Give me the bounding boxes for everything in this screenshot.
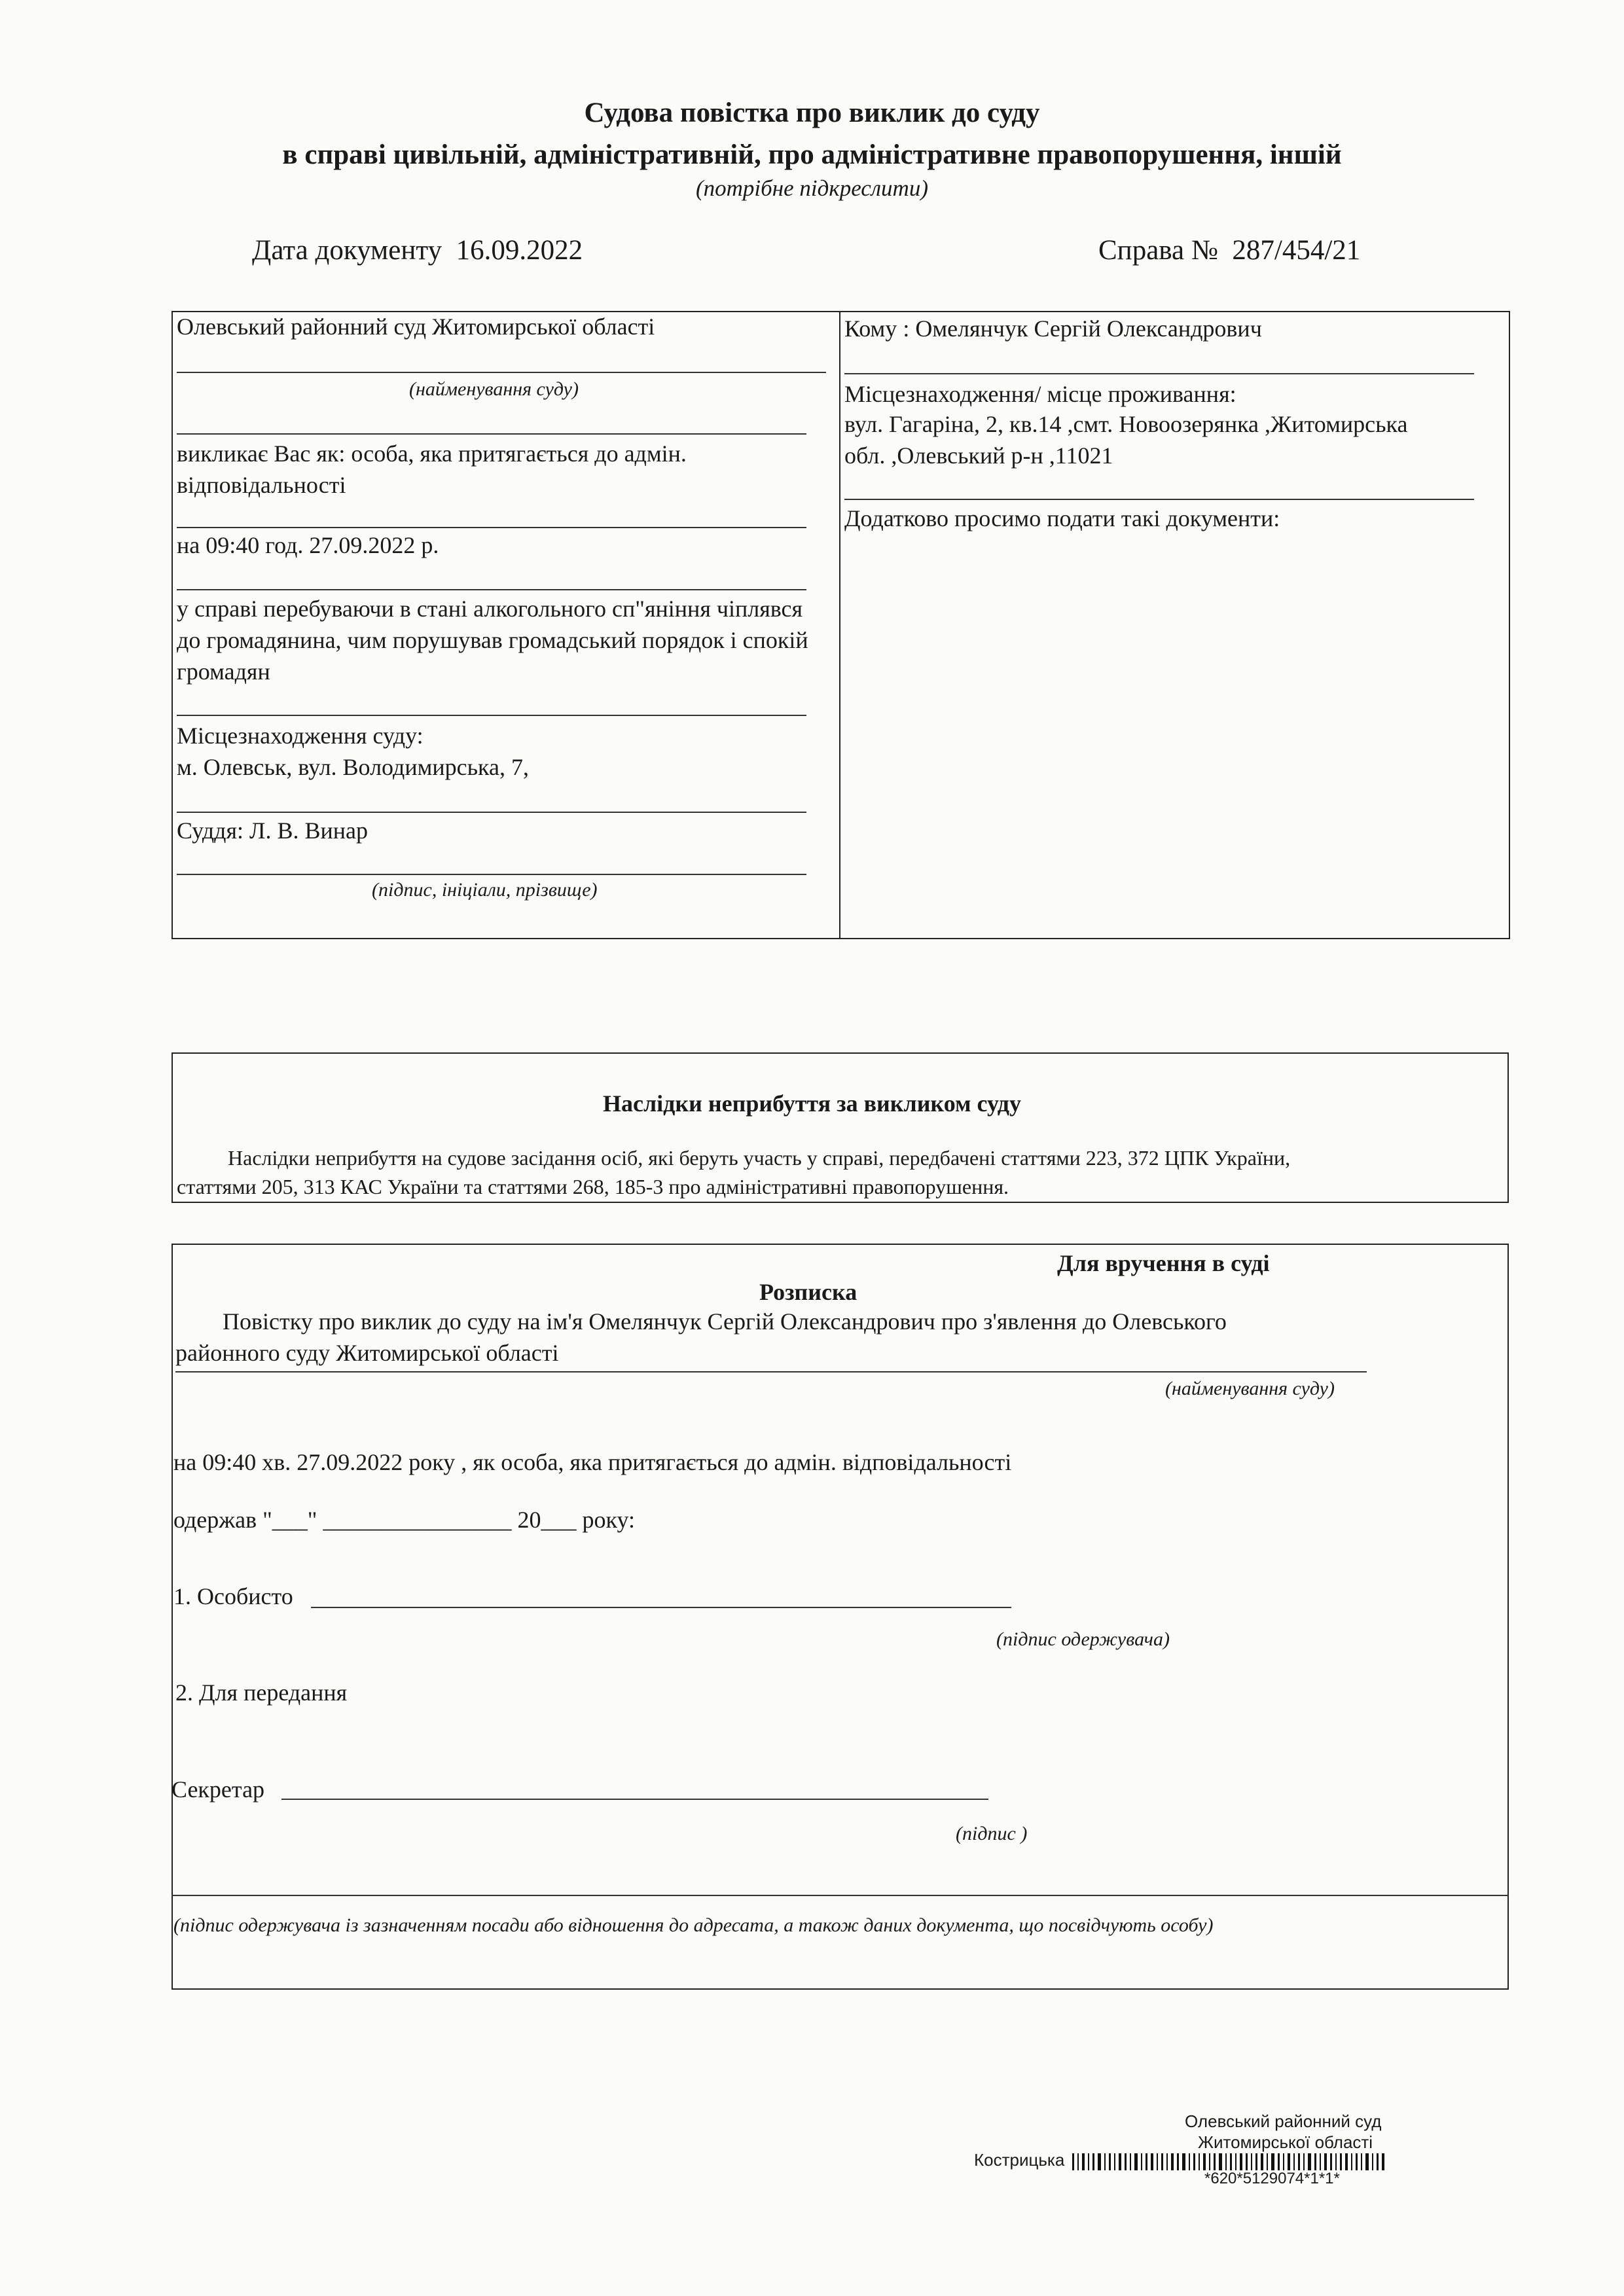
receipt-text-line-2: районного суду Житомирської області	[175, 1340, 559, 1366]
judge-name: Суддя: Л. В. Винар	[177, 817, 368, 844]
divider-line	[177, 589, 806, 590]
barcode-bar	[1151, 2153, 1153, 2170]
barcode-bar	[1283, 2153, 1284, 2170]
barcode-bar	[1230, 2153, 1232, 2170]
barcode-bar	[1157, 2153, 1158, 2170]
barcode-bar	[1146, 2153, 1147, 2170]
court-location-value: м. Олевськ, вул. Володимирська, 7,	[177, 754, 529, 780]
barcode-bar	[1293, 2153, 1295, 2170]
barcode-bar	[1246, 2153, 1248, 2170]
barcode-bar	[1335, 2153, 1337, 2170]
documents-request: Додатково просимо подати такі документи:	[844, 505, 1280, 531]
barcode-text: *620*5129074*1*1*	[1204, 2170, 1340, 2187]
barcode-bar	[1199, 2153, 1200, 2170]
barcode-bar	[1130, 2153, 1131, 2170]
court-name-caption: (найменування суду)	[1165, 1378, 1335, 1399]
barcode-bar	[1278, 2153, 1280, 2170]
barcode-bar	[1340, 2153, 1342, 2170]
barcode-bar	[1240, 2153, 1242, 2170]
barcode-bar	[1356, 2153, 1358, 2170]
barcode-bar	[1372, 2153, 1373, 2170]
barcode-bar	[1166, 2153, 1168, 2170]
barcode-bar	[1077, 2153, 1079, 2170]
footer-court-line-1: Олевський районний суд	[1185, 2111, 1382, 2131]
barcode-bar	[1125, 2153, 1127, 2170]
secretary-label: Секретар	[171, 1776, 265, 1803]
consequences-text-line-1: Наслідки неприбуття на судове засідання осіб, які беруть участь у справі, передбачені статтями 223, 372 ЦПК України,	[228, 1146, 1291, 1170]
recipient-underline	[844, 373, 1474, 374]
summons-role: викликає Вас як: особа, яка притягається до адмін. відповідальності	[177, 440, 687, 498]
barcode-bar	[1082, 2153, 1085, 2170]
document-subtitle: в справі цивільній, адміністративній, про адміністративне правопорушення, іншій	[282, 139, 1342, 170]
document-date	[252, 234, 583, 266]
barcode-bar	[1209, 2153, 1210, 2170]
recipient-name: Кому : Омелянчук Сергій Олександрович	[844, 315, 1262, 342]
barcode-bar	[1141, 2153, 1142, 2170]
received-date-line: одержав "___" ________________ 20___ року:	[173, 1507, 636, 1533]
case-value: 287/454/21	[1232, 235, 1361, 266]
barcode-bar	[1119, 2153, 1121, 2170]
divider-line	[177, 527, 806, 528]
recipient-signature-caption: (підпис одержувача)	[996, 1628, 1170, 1650]
secretary-signature-caption: (підпис )	[956, 1823, 1028, 1844]
barcode-bar	[1324, 2153, 1327, 2170]
address-line-1: вул. Гагаріна, 2, кв.14 ,смт. Новоозерянка ,Житомирська	[844, 411, 1408, 437]
receipt-bottom-caption: (підпис одержувача із зазначенням посади або відношення до адресата, а також даних документа, що посвідчують особу)	[173, 1914, 1214, 1936]
barcode-bar	[1193, 2153, 1195, 2170]
barcode	[1072, 2153, 1393, 2170]
barcode-bar	[1361, 2153, 1362, 2170]
barcode-bar	[1382, 2153, 1384, 2170]
underline-note: (потрібне підкреслити)	[695, 175, 928, 201]
barcode-bar	[1330, 2153, 1332, 2170]
barcode-bar	[1214, 2153, 1216, 2170]
receipt-appearance: на 09:40 хв. 27.09.2022 року , як особа, яка притягається до адмін. відповідальності	[173, 1449, 1012, 1475]
barcode-bar	[1177, 2153, 1179, 2170]
address-underline	[844, 499, 1474, 500]
barcode-bar	[1261, 2153, 1263, 2170]
barcode-bar	[1072, 2153, 1074, 2170]
address-label: Місцезнаходження/ місце проживання:	[844, 381, 1236, 407]
barcode-bar	[1092, 2153, 1094, 2170]
barcode-bar	[1298, 2153, 1300, 2170]
receipt-bottom-line	[171, 1895, 1509, 1896]
court-name: Олевський районний суд Житомирської області	[177, 314, 655, 340]
date-label: Дата документу	[252, 235, 442, 266]
address-line-2: обл. ,Олевський р-н ,11021	[844, 442, 1113, 469]
barcode-bar	[1225, 2153, 1227, 2170]
barcode-bar	[1189, 2153, 1190, 2170]
receipt-title: Розписка	[759, 1279, 857, 1305]
barcode-bar	[1271, 2153, 1274, 2170]
barcode-bar	[1251, 2153, 1252, 2170]
date-value: 16.09.2022	[456, 235, 583, 266]
signature-line	[177, 874, 806, 875]
barcode-bar	[1314, 2153, 1316, 2170]
personally-label: 1. Особисто	[173, 1583, 293, 1609]
divider-line	[177, 715, 806, 716]
recipient-signature-line	[311, 1607, 1011, 1608]
barcode-bar	[1182, 2153, 1185, 2170]
barcode-bar	[1088, 2153, 1089, 2170]
document-title: Судова повістка про виклик до суду	[584, 98, 1040, 128]
barcode-bar	[1109, 2153, 1111, 2170]
barcode-bar	[1303, 2153, 1305, 2170]
appearance-time: на 09:40 год. 27.09.2022 р.	[177, 532, 439, 558]
barcode-bar	[1104, 2153, 1106, 2170]
column-divider	[839, 311, 840, 939]
barcode-bar	[1134, 2153, 1138, 2170]
court-location-label: Місцезнаходження суду:	[177, 723, 424, 749]
court-name-caption: (найменування суду)	[409, 378, 579, 400]
clerk-name: Кострицька	[974, 2150, 1065, 2170]
for-transfer-label: 2. Для передання	[175, 1679, 348, 1706]
barcode-bar	[1377, 2153, 1379, 2170]
footer-court-line-2: Житомирської області	[1198, 2132, 1373, 2152]
barcode-bar	[1320, 2153, 1321, 2170]
barcode-bar	[1098, 2153, 1101, 2170]
divider-line	[177, 812, 806, 813]
case-description: у справі перебуваючи в стані алкогольного сп"яніння чіплявся до громадянина, чим порушував громадський порядок і спокій громадян	[177, 596, 808, 685]
barcode-bar	[1161, 2153, 1163, 2170]
barcode-bar	[1288, 2153, 1290, 2170]
barcode-bar	[1365, 2153, 1369, 2170]
receipt-text-line-1: Повістку про виклик до суду на ім'я Омелянчук Сергій Олександрович про з'явлення до Олевського	[223, 1308, 1227, 1335]
barcode-bar	[1351, 2153, 1352, 2170]
court-name-line	[175, 1371, 1367, 1372]
case-label: Справа №	[1098, 235, 1218, 266]
barcode-bar	[1235, 2153, 1236, 2170]
barcode-bar	[1255, 2153, 1257, 2170]
signature-caption: (підпис, ініціали, прізвище)	[372, 879, 598, 901]
consequences-text-line-2: статтями 205, 313 КАС України та статтями 268, 185-3 про адміністративні правопорушення.	[177, 1175, 1009, 1198]
barcode-bar	[1114, 2153, 1115, 2170]
barcode-bar	[1267, 2153, 1268, 2170]
barcode-bar	[1308, 2153, 1311, 2170]
secretary-signature-line	[281, 1799, 988, 1800]
barcode-bar	[1219, 2153, 1222, 2170]
barcode-bar	[1345, 2153, 1348, 2170]
barcode-bar	[1203, 2153, 1206, 2170]
case-number	[1098, 234, 1360, 266]
barcode-bar	[1171, 2153, 1174, 2170]
divider-line	[177, 433, 806, 435]
for-court-label: Для вручення в суді	[1057, 1250, 1270, 1276]
court-name-underline	[177, 372, 826, 373]
consequences-title: Наслідки неприбуття за викликом суду	[603, 1090, 1021, 1117]
